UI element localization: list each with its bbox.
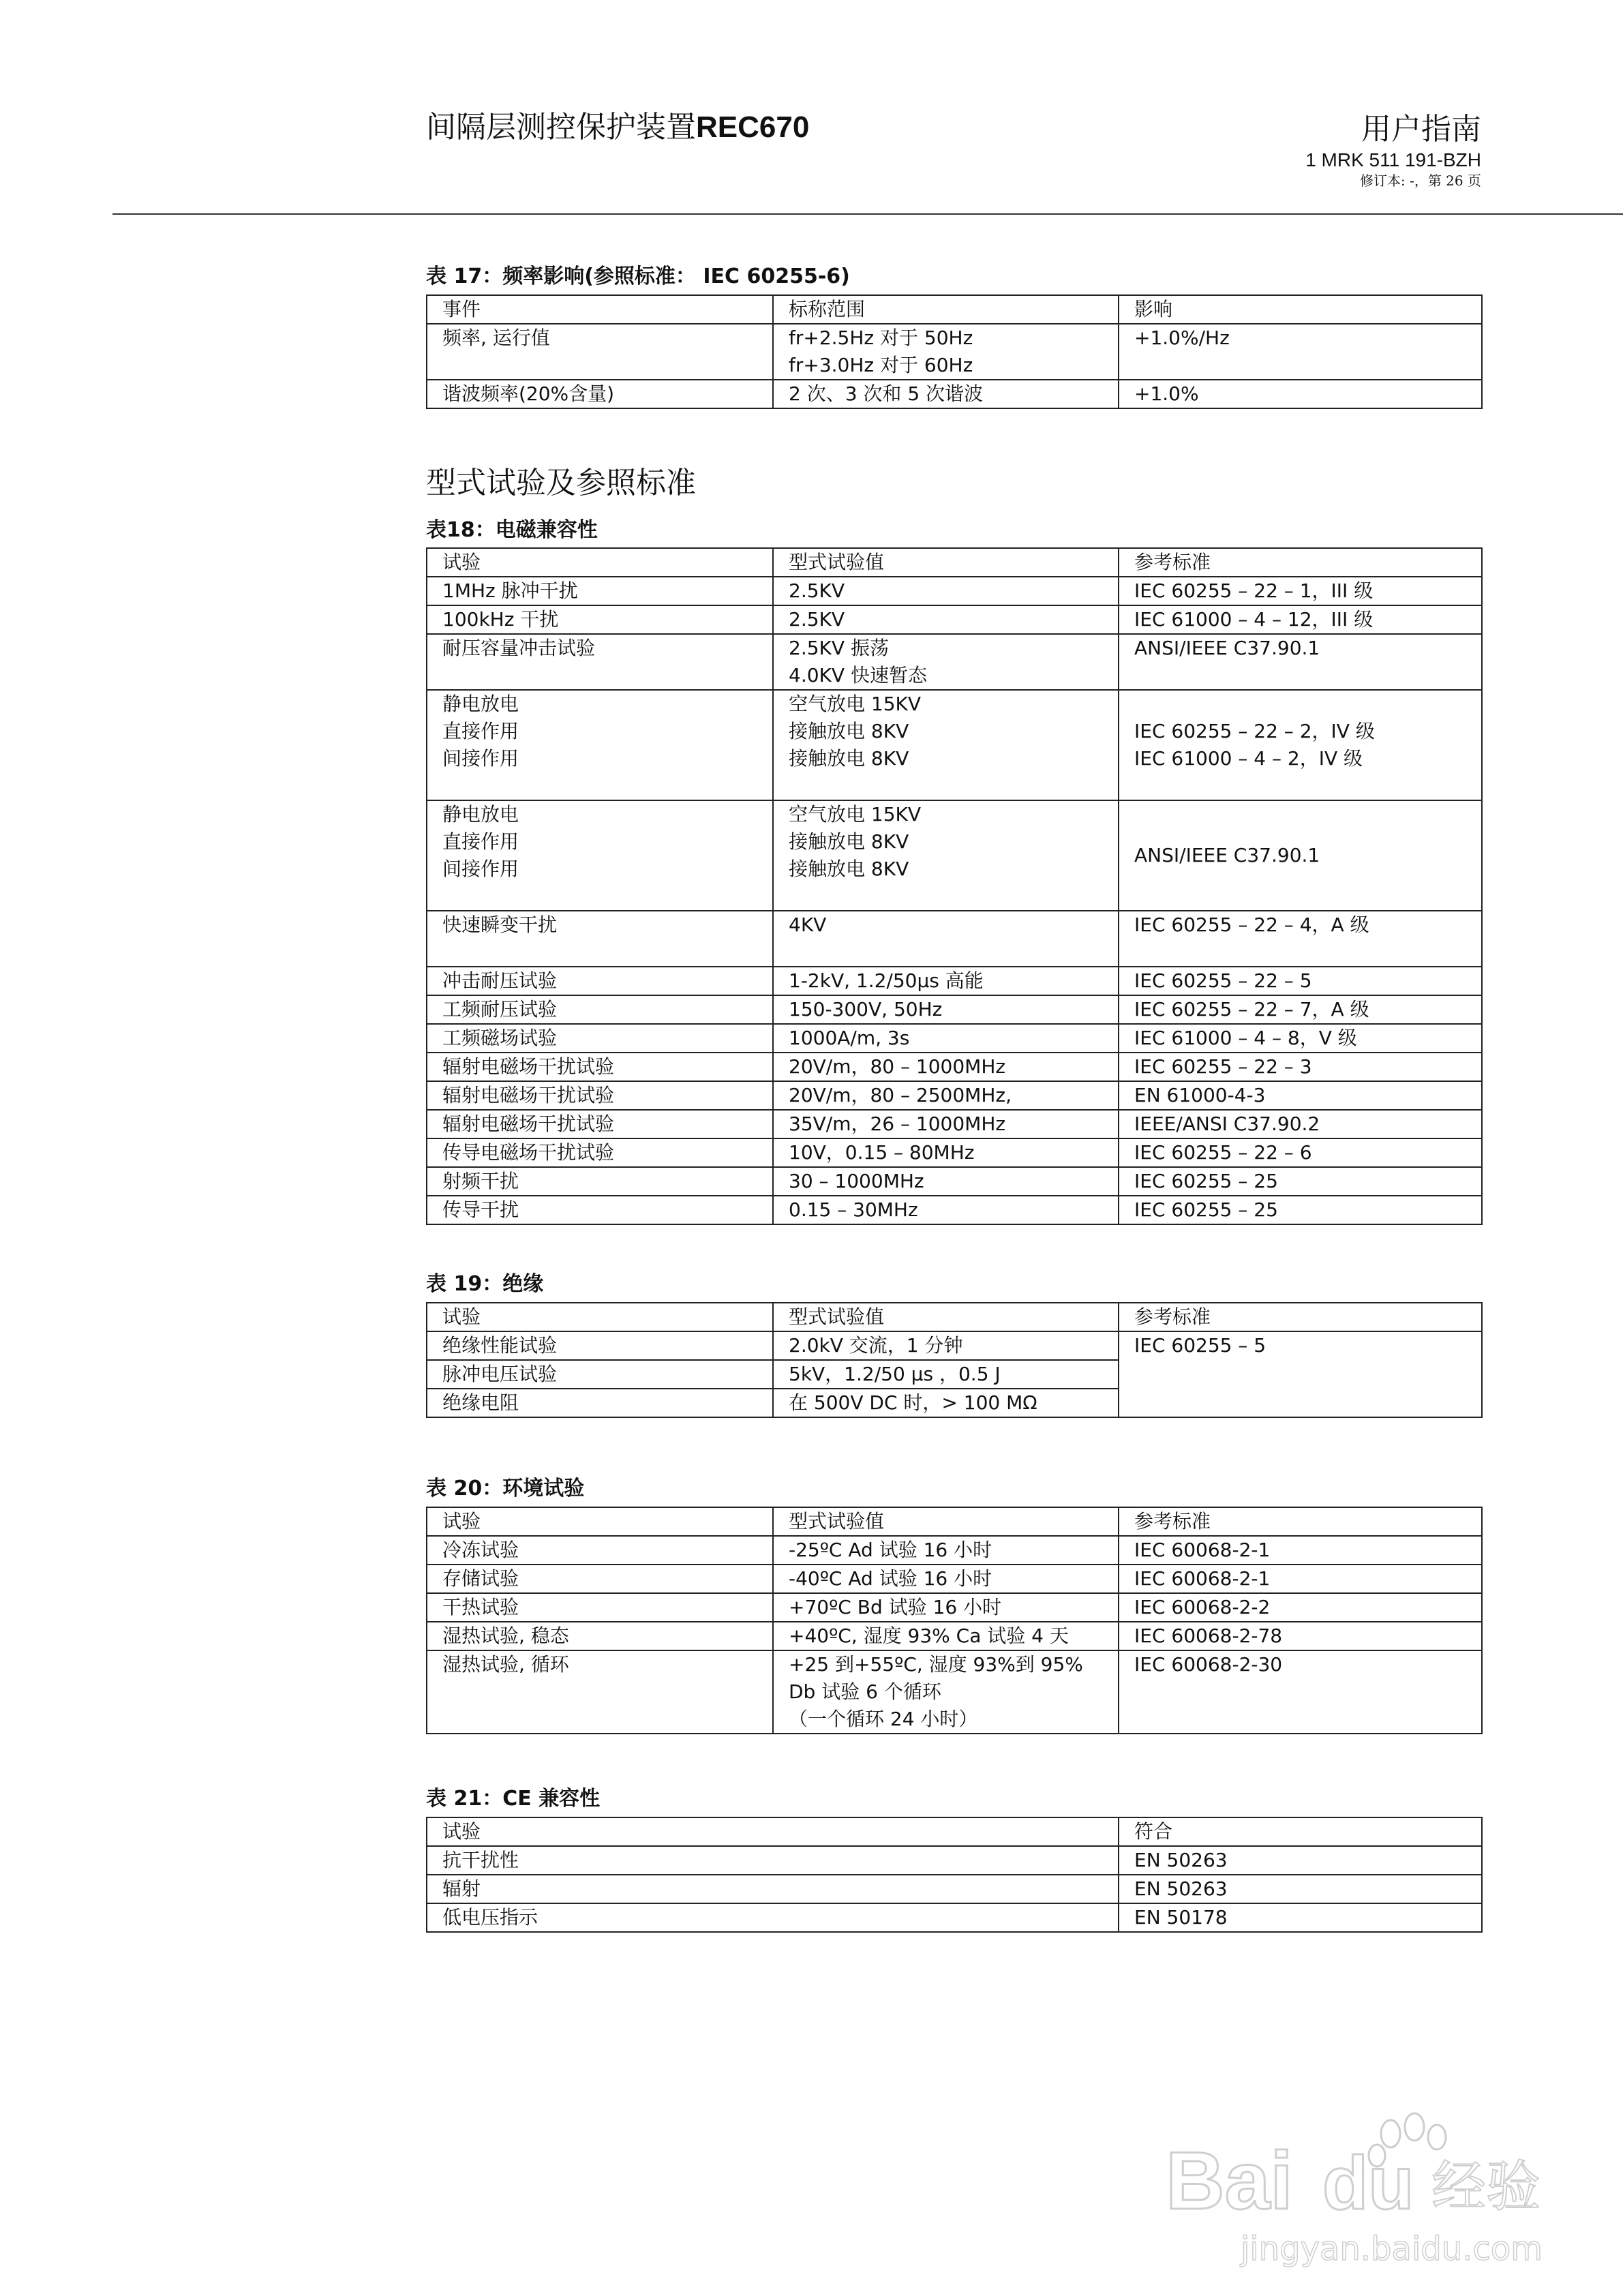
- table-row: [427, 1110, 1482, 1138]
- table-cell: 100kHz 干扰: [427, 605, 773, 634]
- cell-line: fr+3.0Hz 对于 60Hz: [789, 354, 973, 376]
- table-row: [427, 634, 1482, 690]
- table-cell: 辐射电磁场干扰试验: [427, 1081, 773, 1110]
- cell-line: 空气放电 15KV: [789, 803, 922, 826]
- table-cell: 1-2kV, 1.2/50μs 高能: [773, 967, 1119, 995]
- cell-line: 快速瞬变干扰: [442, 913, 558, 936]
- table-cell: 工频耐压试验: [427, 995, 773, 1024]
- table-cell: [773, 800, 1119, 911]
- table-cell: 干热试验: [427, 1593, 773, 1622]
- table-cell: 绝缘电阻: [427, 1389, 773, 1417]
- table-cell: 冷冻试验: [427, 1536, 773, 1565]
- table-cell: IEC 60255 – 22 – 7，A 级: [1119, 995, 1482, 1024]
- table-cell: 150-300V, 50Hz: [773, 995, 1119, 1024]
- table-cell: [427, 911, 773, 967]
- table-cell: 频率, 运行值: [427, 324, 773, 380]
- column-header: 参考标准: [1119, 1507, 1482, 1536]
- table19: [426, 1302, 1483, 1418]
- table-cell: 0.15 – 30MHz: [773, 1196, 1119, 1224]
- table-cell: 射频干扰: [427, 1167, 773, 1196]
- table-cell: IEC 60255 – 22 – 1，III 级: [1119, 577, 1482, 605]
- column-header: 参考标准: [1119, 1303, 1482, 1331]
- table-cell: +1.0%/Hz: [1119, 324, 1482, 380]
- table20: [426, 1507, 1483, 1734]
- cell-line: 4.0KV 快速暂态: [789, 664, 927, 686]
- table-cell: IEC 60068-2-2: [1119, 1593, 1482, 1622]
- table-cell: [427, 690, 773, 800]
- table-cell: IEEE/ANSI C37.90.2: [1119, 1110, 1482, 1138]
- table-cell: 存储试验: [427, 1565, 773, 1593]
- table-cell: [773, 690, 1119, 800]
- cell-line: fr+2.5Hz 对于 50Hz: [789, 327, 973, 349]
- table-cell: +40ºC, 湿度 93% Ca 试验 4 天: [773, 1622, 1119, 1650]
- table18-caption: 表18：电磁兼容性: [426, 518, 598, 542]
- cell-line: +25 到+55ºC, 湿度 93%到 95%: [789, 1653, 1083, 1676]
- column-header: 型式试验值: [773, 548, 1119, 577]
- table20-caption: 表 20：环境试验: [426, 1477, 585, 1500]
- table-cell: 谐波频率(20%含量): [427, 380, 773, 408]
- table-cell: 2.5KV: [773, 605, 1119, 634]
- watermark-product: 经验: [1431, 2155, 1541, 2218]
- table-row: [427, 1650, 1482, 1734]
- table-cell: [773, 324, 1119, 380]
- cell-line: 接触放电 8KV: [789, 858, 909, 880]
- table-cell: EN 61000-4-3: [1119, 1081, 1482, 1110]
- table-header-row: [427, 548, 1482, 577]
- table-cell: IEC 60068-2-30: [1119, 1650, 1482, 1734]
- title-model: REC670: [696, 110, 810, 144]
- guide-label: 用户指南: [1361, 112, 1481, 147]
- table21-caption: 表 21：CE 兼容性: [426, 1787, 601, 1811]
- table-header-row: [427, 1303, 1482, 1331]
- table-cell: IEC 60068-2-78: [1119, 1622, 1482, 1650]
- table-row: [427, 1024, 1482, 1053]
- table17: [426, 294, 1483, 409]
- table-cell: [1119, 690, 1482, 800]
- table-row: [427, 605, 1482, 634]
- table-row: [427, 1331, 1482, 1360]
- cell-line: 空气放电 15KV: [789, 693, 922, 715]
- table-cell: -25ºC Ad 试验 16 小时: [773, 1536, 1119, 1565]
- table-cell: 传导干扰: [427, 1196, 773, 1224]
- table-row: [427, 1053, 1482, 1081]
- table-cell: 30 – 1000MHz: [773, 1167, 1119, 1196]
- table-cell: 低电压指示: [427, 1903, 1119, 1932]
- table-cell: 绝缘性能试验: [427, 1331, 773, 1360]
- cell-line: 直接作用: [442, 830, 519, 853]
- table-cell: 20V/m，80 – 1000MHz: [773, 1053, 1119, 1081]
- table-cell: EN 50178: [1119, 1903, 1482, 1932]
- column-header: 影响: [1119, 295, 1482, 324]
- table-header-row: [427, 295, 1482, 324]
- table-cell: [773, 634, 1119, 690]
- table-cell: 2.5KV: [773, 577, 1119, 605]
- cell-line: 接触放电 8KV: [789, 747, 909, 770]
- table-row: [427, 577, 1482, 605]
- table-cell: 2.0kV 交流，1 分钟: [773, 1331, 1119, 1360]
- document-number: 1 MRK 511 191-BZH: [1305, 149, 1481, 170]
- table-cell: 辐射电磁场干扰试验: [427, 1053, 773, 1081]
- table-row: [427, 995, 1482, 1024]
- table-cell: 脉冲电压试验: [427, 1360, 773, 1389]
- table-cell: -40ºC Ad 试验 16 小时: [773, 1565, 1119, 1593]
- column-header: 试验: [427, 1817, 1119, 1846]
- cell-line: 直接作用: [442, 720, 519, 742]
- cell-line: （一个循环 24 小时）: [789, 1708, 978, 1730]
- table-row: [427, 1903, 1482, 1932]
- table-header-row: [427, 1507, 1482, 1536]
- table-cell: 抗干扰性: [427, 1846, 1119, 1875]
- document-title: [426, 102, 809, 146]
- table-header-row: [427, 1817, 1482, 1846]
- cell-line: 静电放电: [442, 693, 519, 715]
- table-cell: 冲击耐压试验: [427, 967, 773, 995]
- table-cell: 工频磁场试验: [427, 1024, 773, 1053]
- column-header: 符合: [1119, 1817, 1482, 1846]
- table-row: [427, 911, 1482, 967]
- table-cell: 辐射: [427, 1875, 1119, 1903]
- table-cell: +70ºC Bd 试验 16 小时: [773, 1593, 1119, 1622]
- table-cell: IEC 60255 – 5: [1119, 1331, 1482, 1417]
- table-row: [427, 380, 1482, 408]
- table-cell: 耐压容量冲击试验: [427, 634, 773, 690]
- table18: [426, 547, 1483, 1225]
- revision-page: 修订本: -，第 26 页: [1359, 172, 1481, 189]
- header-right: [1305, 110, 1481, 190]
- cell-line: 间接作用: [442, 747, 519, 770]
- table-cell: IEC 60068-2-1: [1119, 1536, 1482, 1565]
- table-row: [427, 1622, 1482, 1650]
- table-row: [427, 1875, 1482, 1903]
- column-header: 标称范围: [773, 295, 1119, 324]
- cell-line: Db 试验 6 个循环: [789, 1680, 941, 1703]
- table-cell: 20V/m，80 – 2500MHz,: [773, 1081, 1119, 1110]
- cell-line: 接触放电 8KV: [789, 830, 909, 853]
- table-cell: ANSI/IEEE C37.90.1: [1119, 634, 1482, 690]
- table-cell: 传导电磁场干扰试验: [427, 1138, 773, 1167]
- baidu-watermark: [1159, 2106, 1554, 2277]
- column-header: 试验: [427, 548, 773, 577]
- table-row: [427, 1196, 1482, 1224]
- table-cell: 湿热试验, 稳态: [427, 1622, 773, 1650]
- cell-line: 间接作用: [442, 858, 519, 880]
- table-cell: +1.0%: [1119, 380, 1482, 408]
- column-header: 试验: [427, 1507, 773, 1536]
- table-cell: 1MHz 脉冲干扰: [427, 577, 773, 605]
- table-cell: IEC 60255 – 25: [1119, 1196, 1482, 1224]
- table-cell: IEC 60255 – 22 – 5: [1119, 967, 1482, 995]
- table-cell: EN 50263: [1119, 1846, 1482, 1875]
- table-cell: IEC 60255 – 22 – 3: [1119, 1053, 1482, 1081]
- table-cell: 在 500V DC 时，> 100 MΩ: [773, 1389, 1119, 1417]
- watermark-brand-du: du: [1322, 2141, 1414, 2225]
- column-header: 型式试验值: [773, 1507, 1119, 1536]
- table-row: [427, 1593, 1482, 1622]
- table-cell: 辐射电磁场干扰试验: [427, 1110, 773, 1138]
- column-header: 参考标准: [1119, 548, 1482, 577]
- column-header: 事件: [427, 295, 773, 324]
- table-row: [427, 1167, 1482, 1196]
- cell-line: 2.5KV 振荡: [789, 637, 889, 659]
- table-row: [427, 967, 1482, 995]
- watermark-brand: Bai: [1166, 2135, 1293, 2226]
- watermark-url: jingyan.baidu.com: [1241, 2230, 1543, 2268]
- table-row: [427, 1536, 1482, 1565]
- column-header: 型式试验值: [773, 1303, 1119, 1331]
- table-cell: 5kV，1.2/50 μs ，0.5 J: [773, 1360, 1119, 1389]
- cell-line: 静电放电: [442, 803, 519, 826]
- table-row: [427, 1081, 1482, 1110]
- table-cell: 4KV: [773, 911, 1119, 967]
- table-cell: IEC 60255 – 25: [1119, 1167, 1482, 1196]
- table-cell: [773, 1650, 1119, 1734]
- table-cell: 2 次、3 次和 5 次谐波: [773, 380, 1119, 408]
- table-cell: IEC 60255 – 22 – 4，A 级: [1119, 911, 1482, 967]
- header-divider: [112, 213, 1623, 215]
- table-row: [427, 1138, 1482, 1167]
- table-cell: IEC 61000 – 4 – 8，V 级: [1119, 1024, 1482, 1053]
- table19-caption: 表 19：绝缘: [426, 1272, 544, 1296]
- table-row: [427, 1846, 1482, 1875]
- table21: [426, 1817, 1483, 1933]
- table-cell: 35V/m，26 – 1000MHz: [773, 1110, 1119, 1138]
- table-cell: 1000A/m, 3s: [773, 1024, 1119, 1053]
- table-cell: IEC 61000 – 4 – 12，III 级: [1119, 605, 1482, 634]
- table-row: [427, 800, 1482, 911]
- table-row: [427, 324, 1482, 380]
- cell-line: 接触放电 8KV: [789, 720, 909, 742]
- table17-caption: 表 17：频率影响(参照标准： IEC 60255-6): [426, 265, 850, 288]
- table-row: [427, 1565, 1482, 1593]
- title-chinese: 间隔层测控保护装置: [426, 110, 696, 145]
- section-title: 型式试验及参照标准: [426, 466, 696, 500]
- cell-line: IEC 61000 – 4 – 2，IV 级: [1134, 747, 1363, 770]
- table-cell: IEC 60255 – 22 – 6: [1119, 1138, 1482, 1167]
- table-cell: EN 50263: [1119, 1875, 1482, 1903]
- column-header: 试验: [427, 1303, 773, 1331]
- table-cell: [427, 800, 773, 911]
- table-cell: 湿热试验, 循环: [427, 1650, 773, 1734]
- cell-line: IEC 60255 – 22 – 2，IV 级: [1134, 720, 1375, 742]
- table-cell: ANSI/IEEE C37.90.1: [1119, 800, 1482, 911]
- paw-icon: [1381, 2120, 1400, 2147]
- table-cell: 10V，0.15 – 80MHz: [773, 1138, 1119, 1167]
- table-row: [427, 690, 1482, 800]
- table-cell: IEC 60068-2-1: [1119, 1565, 1482, 1593]
